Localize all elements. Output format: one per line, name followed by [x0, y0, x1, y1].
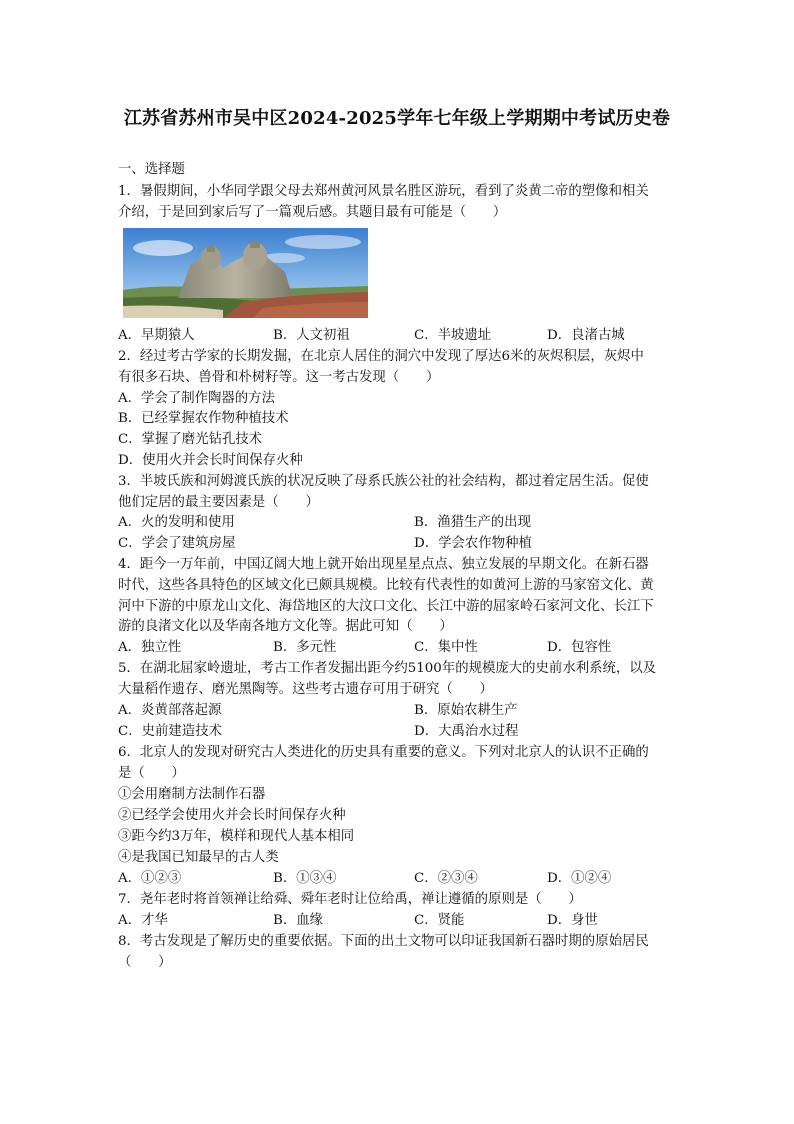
q2-stem-line-1: 2．经过考古学家的长期发掘，在北京人居住的洞穴中发现了厚达6米的灰烬积层，灰烬中 — [118, 349, 644, 364]
q6-option-c: C．②③④ — [414, 871, 478, 886]
yan-huang-statue-image — [123, 228, 368, 318]
q5-option-c: C．史前建造技术 — [118, 724, 222, 739]
q6-option-a: A．①②③ — [118, 871, 182, 886]
q7-option-c: C．贤能 — [414, 913, 465, 928]
q7-option-d: D．身世 — [547, 913, 598, 928]
q7-option-b: B．血缘 — [273, 913, 324, 928]
q6-stem-line-2: 是（ ） — [118, 766, 185, 781]
q5-stem-line-1: 5．在湖北屈家岭遗址，考古工作者发掘出距今约5100年的规模庞大的史前水利系统，以及 — [118, 661, 657, 676]
q4-stem-line-2: 时代，这些各具特色的区域文化已颇具规模。比较有代表性的如黄河上游的马家窑文化、黄 — [118, 578, 654, 593]
q2-option-a: A．学会了制作陶器的方法 — [118, 391, 275, 406]
q6-option-d: D．①②④ — [547, 871, 612, 886]
yan-huang-statue-photo — [123, 228, 368, 318]
q6-item-2: ②已经学会使用火并会长时间保存火种 — [118, 808, 346, 823]
page-title: 江苏省苏州市吴中区2024-2025学年七年级上学期期中考试历史卷 — [123, 108, 671, 129]
q2-stem-line-2: 有很多石块、兽骨和朴树籽等。这一考古发现（ ） — [118, 370, 440, 385]
q3-option-a: A．火的发明和使用 — [118, 515, 235, 530]
q1-stem-line-1: 1．暑假期间，小华同学跟父母去郑州黄河风景名胜区游玩，看到了炎黄二帝的塑像和相关 — [118, 184, 649, 199]
q3-stem-line-2: 他们定居的最主要因素是（ ） — [118, 495, 319, 510]
q5-option-a: A．炎黄部落起源 — [118, 703, 222, 718]
q1-option-c: C．半坡遗址 — [414, 328, 492, 343]
q7-stem-line-1: 7．尧年老时将首领禅让给舜、舜年老时让位给禹，禅让遵循的原则是（ ） — [118, 892, 582, 907]
q8-stem-line-2: （ ） — [118, 955, 172, 970]
q4-stem-line-1: 4．距今一万年前，中国辽阔大地上就开始出现星星点点、独立发展的早期文化。在新石器 — [118, 557, 649, 572]
q3-option-c: C．学会了建筑房屋 — [118, 536, 236, 551]
q1-option-d: D．良渚古城 — [547, 328, 625, 343]
q8-stem-line-1: 8．考古发现是了解历史的重要依据。下面的出土文物可以印证我国新石器时期的原始居民 — [118, 934, 649, 949]
q2-option-d: D．使用火并会长时间保存火种 — [118, 453, 303, 468]
q7-option-a: A．才华 — [118, 913, 168, 928]
q6-item-4: ④是我国已知最早的古人类 — [118, 850, 279, 865]
q1-stem-line-2: 介绍，于是回到家后写了一篇观后感。其题目最有可能是（ ） — [118, 205, 507, 220]
q3-stem-line-1: 3．半坡氏族和河姆渡氏族的状况反映了母系氏族公社的社会结构，都过着定居生活。促使 — [118, 474, 649, 489]
q3-option-d: D．学会农作物种植 — [414, 536, 532, 551]
section-heading: 一、选择题 — [118, 162, 185, 177]
q6-option-b: B．①③④ — [273, 871, 337, 886]
q4-stem-line-4: 游的良渚文化以及华南各地方文化等。据此可知（ ） — [118, 619, 453, 634]
q4-option-c: C．集中性 — [414, 640, 478, 655]
q4-option-a: A．独立性 — [118, 640, 182, 655]
q1-option-a: A．早期猿人 — [118, 328, 195, 343]
q2-option-b: B．已经掌握农作物种植技术 — [118, 411, 289, 426]
q5-stem-line-2: 大量稻作遗存、磨光黑陶等。这些考古遗存可用于研究（ ） — [118, 682, 493, 697]
q5-option-b: B．原始农耕生产 — [414, 703, 518, 718]
q4-option-b: B．多元性 — [273, 640, 337, 655]
q4-stem-line-3: 河中下游的中原龙山文化、海岱地区的大汶口文化、长江中游的屈家岭石家河文化、长江下 — [118, 599, 654, 614]
q6-item-3: ③距今约3万年，模样和现代人基本相同 — [118, 829, 355, 844]
q6-item-1: ①会用磨制方法制作石器 — [118, 787, 266, 802]
q5-option-d: D．大禹治水过程 — [414, 724, 519, 739]
q1-option-b: B．人文初祖 — [273, 328, 350, 343]
q4-option-d: D．包容性 — [547, 640, 612, 655]
q3-option-b: B．渔猎生产的出现 — [414, 515, 531, 530]
q6-stem-line-1: 6．北京人的发现对研究古人类进化的历史具有重要的意义。下列对北京人的认识不正确的 — [118, 745, 649, 760]
q2-option-c: C．掌握了磨光钻孔技术 — [118, 432, 263, 447]
